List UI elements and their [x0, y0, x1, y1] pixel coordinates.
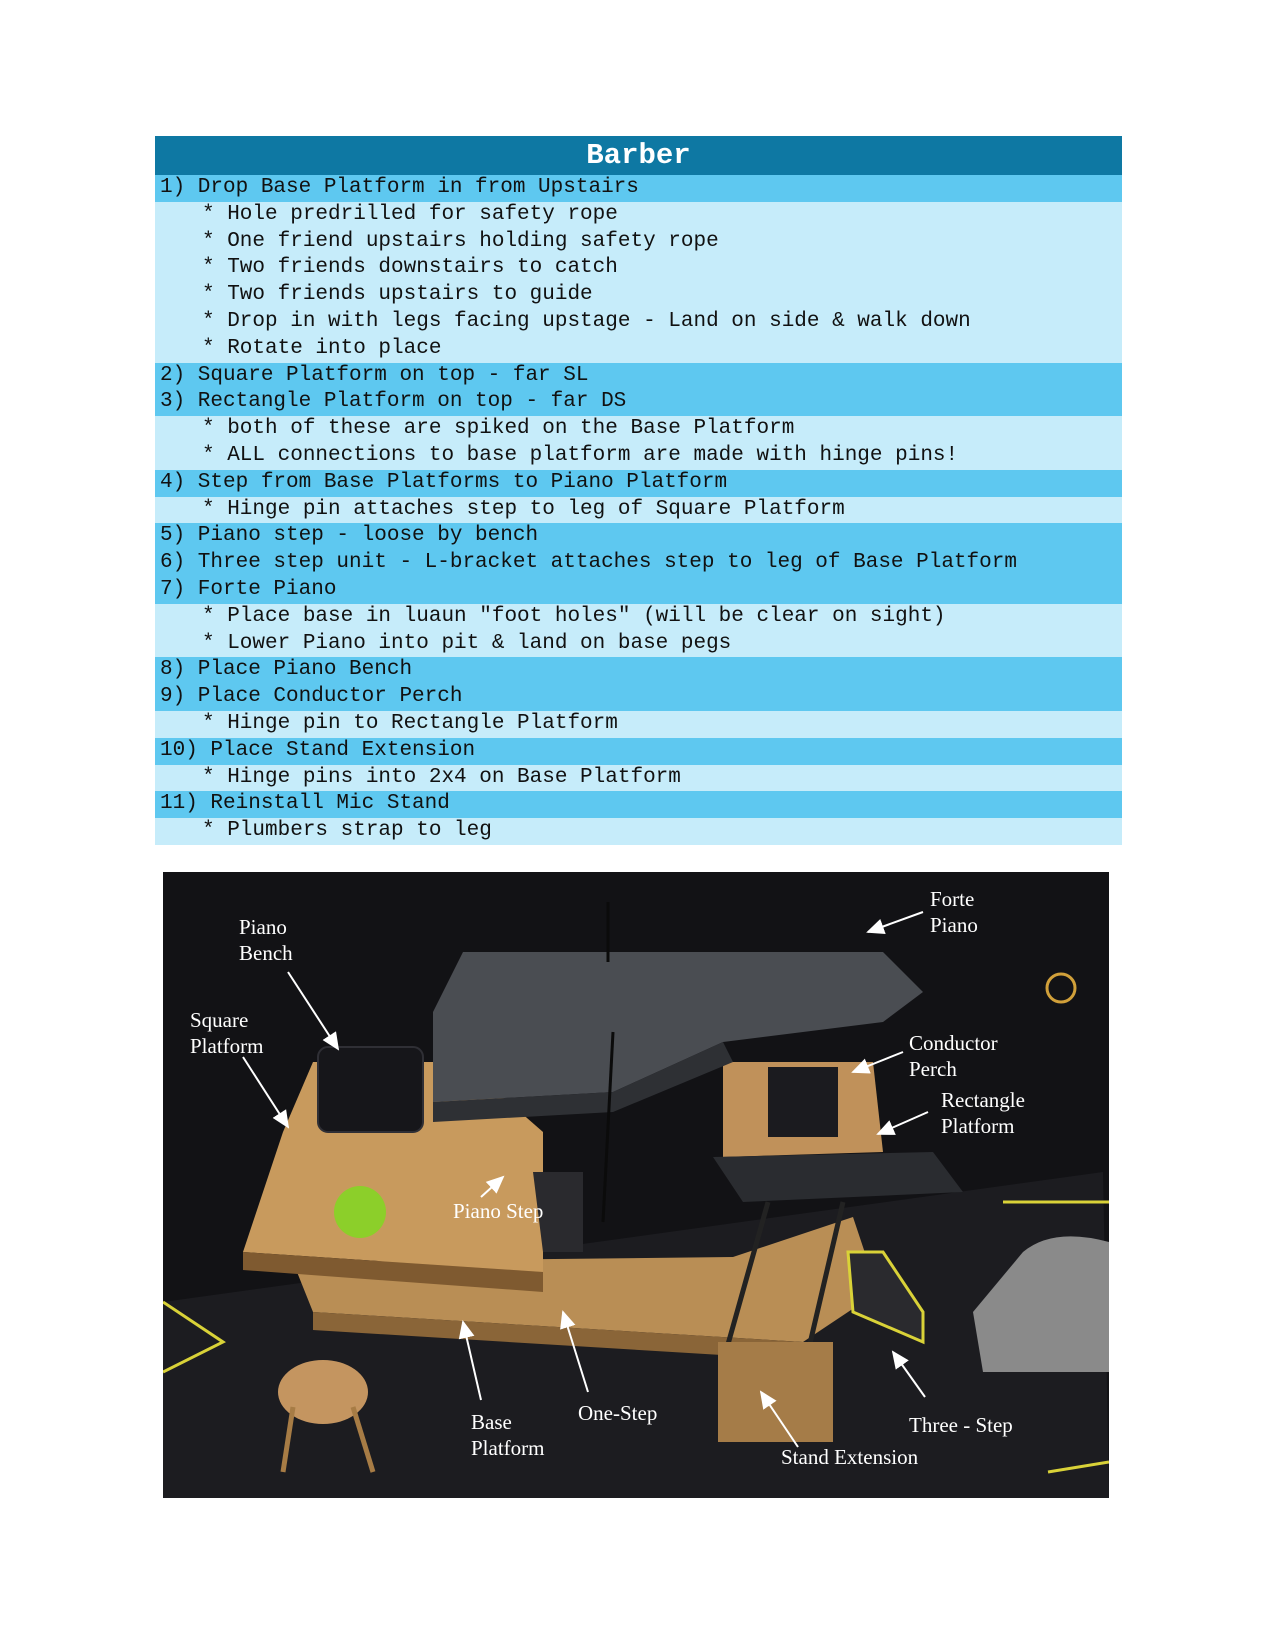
instruction-note: * Hinge pins into 2x4 on Base Platform — [155, 765, 1122, 792]
instruction-step: 8) Place Piano Bench — [155, 657, 1122, 684]
label-forte-piano-1: Forte — [930, 887, 975, 911]
label-square-platform-1: Square — [190, 1008, 249, 1032]
instruction-note: * Two friends upstairs to guide — [155, 282, 1122, 309]
label-one-step: One-Step — [578, 1401, 658, 1425]
stage-setup-photo — [163, 872, 1109, 1498]
instruction-step: 1) Drop Base Platform in from Upstairs — [155, 175, 1122, 202]
sheet-title: Barber — [155, 136, 1122, 175]
green-ball — [334, 1186, 386, 1238]
label-piano-bench-2: Bench — [239, 941, 293, 965]
label-rectangle-platform-2: Platform — [941, 1114, 1015, 1138]
label-base-platform-2: Platform — [471, 1436, 545, 1460]
instruction-step: 6) Three step unit - L-bracket attaches step to leg of Base Platform — [155, 550, 1122, 577]
label-rectangle-platform-1: Rectangle — [941, 1088, 1025, 1112]
instruction-note: * Hole predrilled for safety rope — [155, 202, 1122, 229]
label-base-platform-1: Base — [471, 1410, 512, 1434]
label-forte-piano-2: Piano — [930, 913, 978, 937]
instruction-note: * ALL connections to base platform are made with hinge pins! — [155, 443, 1122, 470]
instruction-note: * One friend upstairs holding safety rope — [155, 229, 1122, 256]
label-square-platform-2: Platform — [190, 1034, 264, 1058]
label-three-step: Three - Step — [909, 1413, 1013, 1437]
label-stand-extension: Stand Extension — [781, 1445, 919, 1469]
instruction-sheet — [155, 136, 1122, 845]
instruction-step: 9) Place Conductor Perch — [155, 684, 1122, 711]
label-conductor-perch-2: Perch — [909, 1057, 957, 1081]
instruction-step: 7) Forte Piano — [155, 577, 1122, 604]
instruction-step: 10) Place Stand Extension — [155, 738, 1122, 765]
label-piano-bench-1: Piano — [239, 915, 287, 939]
label-piano-step: Piano Step — [453, 1199, 544, 1223]
label-conductor-perch-1: Conductor — [909, 1031, 998, 1055]
instruction-step: 2) Square Platform on top - far SL — [155, 363, 1122, 390]
stand-extension-box — [718, 1342, 833, 1442]
instruction-step: 3) Rectangle Platform on top - far DS — [155, 389, 1122, 416]
conductor-perch-shape — [768, 1067, 838, 1137]
instruction-note: * Plumbers strap to leg — [155, 818, 1122, 845]
piano-bench-shape — [318, 1047, 423, 1132]
instruction-note: * both of these are spiked on the Base Platform — [155, 416, 1122, 443]
instruction-note: * Hinge pin attaches step to leg of Square Platform — [155, 497, 1122, 524]
instruction-step: 5) Piano step - loose by bench — [155, 523, 1122, 550]
photo-illustration — [163, 872, 1109, 1498]
instruction-note: * Hinge pin to Rectangle Platform — [155, 711, 1122, 738]
instruction-note: * Place base in luaun "foot holes" (will be clear on sight) — [155, 604, 1122, 631]
instruction-note: * Drop in with legs facing upstage - Land on side & walk down — [155, 309, 1122, 336]
instruction-step: 11) Reinstall Mic Stand — [155, 791, 1122, 818]
instruction-list — [155, 175, 1122, 845]
instruction-note: * Rotate into place — [155, 336, 1122, 363]
instruction-note: * Two friends downstairs to catch — [155, 255, 1122, 282]
instruction-note: * Lower Piano into pit & land on base pegs — [155, 631, 1122, 658]
instruction-step: 4) Step from Base Platforms to Piano Platform — [155, 470, 1122, 497]
